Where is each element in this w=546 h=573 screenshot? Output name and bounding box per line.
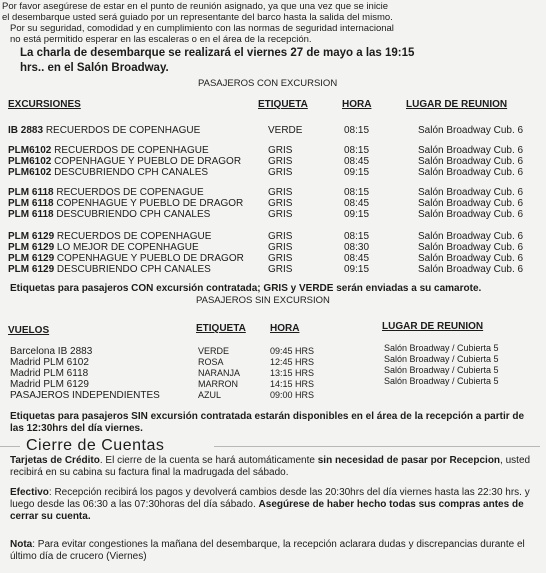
- excursion-tag: GRIS: [268, 167, 293, 178]
- intro-line-4: no está permitido esperar en las escaleras o en el área de la recepción.: [10, 34, 312, 45]
- excursion-time: 08:15: [344, 187, 370, 198]
- flight-time: 14:15 HRS: [270, 379, 315, 389]
- excursion-time: 08:45: [344, 156, 370, 167]
- excursion-name: RECUERDOS DE COPENHAGUE: [56, 231, 212, 242]
- flight-tag: VERDE: [198, 346, 230, 356]
- tarjetas-label: Tarjetas de Crédito: [10, 455, 100, 466]
- excursion-time: 09:15: [344, 264, 370, 275]
- efectivo-label: Efectivo: [10, 487, 49, 498]
- flight-time: 12:45 HRS: [270, 357, 315, 367]
- excursion-name: RECUERDOS DE COPENHAGUE: [45, 125, 201, 136]
- excursion-tag: GRIS: [268, 253, 293, 264]
- flight-tag: AZUL: [198, 390, 222, 400]
- excursion-time: 08:45: [344, 198, 370, 209]
- excursion-cell: [8, 242, 199, 253]
- flight-place: Salón Broadway / Cubierta 5: [384, 354, 499, 364]
- header-lugar-sin: LUGAR DE REUNION: [382, 321, 484, 332]
- excursion-cell: [8, 156, 241, 167]
- nota-text: : Para evitar congestiones la mañana del desembarque, la recepción aclarara dudas y discrepancias durante el último día de crucero (Viernes): [10, 539, 525, 562]
- excursion-tag: GRIS: [268, 187, 293, 198]
- excursion-tag: VERDE: [268, 125, 303, 136]
- excursion-tag: GRIS: [268, 209, 293, 220]
- efectivo-bold: Asegúrese de haber hecho todas sus compras antes de cerrar su cuenta.: [10, 499, 524, 522]
- excursion-place: Salón Broadway Cub. 6: [418, 209, 524, 220]
- excursion-place: Salón Broadway Cub. 6: [418, 253, 524, 264]
- excursion-place: Salón Broadway Cub. 6: [418, 198, 524, 209]
- excursion-code: PLM 6129: [8, 264, 55, 275]
- flight-name: Barcelona IB 2883: [10, 346, 93, 357]
- separator-left: [0, 446, 20, 447]
- header-hora-sin: HORA: [270, 323, 300, 334]
- header-lugar: LUGAR DE REUNION: [406, 99, 508, 110]
- flight-tag: MARRON: [198, 379, 238, 389]
- header-excursiones: EXCURSIONES: [8, 99, 81, 110]
- excursion-tag: GRIS: [268, 242, 293, 253]
- separator-right: [214, 446, 540, 447]
- excursion-name: RECUERDOS DE COPENAGUE: [56, 187, 204, 198]
- nota-paragraph: [10, 539, 536, 563]
- excursion-name: COPENHAGUE Y PUEBLO DE DRAGOR: [56, 198, 244, 209]
- flight-name: PASAJEROS INDEPENDIENTES: [10, 390, 160, 401]
- excursion-place: Salón Broadway Cub. 6: [418, 125, 524, 136]
- excursion-tag: GRIS: [268, 156, 293, 167]
- excursion-code: PLM 6129: [8, 242, 55, 253]
- excursion-code: PLM6102: [8, 167, 52, 178]
- excursion-tag: GRIS: [268, 264, 293, 275]
- excursion-time: 08:15: [344, 231, 370, 242]
- excursion-time: 08:45: [344, 253, 370, 264]
- excursion-time: 08:30: [344, 242, 370, 253]
- excursion-code: PLM6102: [8, 156, 52, 167]
- excursion-cell: [8, 187, 204, 198]
- excursion-name: DESCUBRIENDO CPH CANALES: [56, 209, 211, 220]
- flight-time: 09:00 HRS: [270, 390, 315, 400]
- excursion-cell: [8, 264, 211, 275]
- intro-line-2: el desembarque usted será guiado por un representante del barco hasta la salida del mismo.: [2, 12, 393, 23]
- tarjetas-bold: sin necesidad de pasar por Recepcion: [317, 455, 501, 466]
- excursion-code: PLM 6129: [8, 253, 55, 264]
- excursion-code: PLM 6118: [8, 198, 54, 209]
- excursion-code: IB 2883: [8, 125, 44, 136]
- excursion-place: Salón Broadway Cub. 6: [418, 264, 524, 275]
- excursion-place: Salón Broadway Cub. 6: [418, 231, 524, 242]
- flight-tag: NARANJA: [198, 368, 241, 378]
- excursion-time: 08:15: [344, 145, 370, 156]
- flight-name: Madrid PLM 6102: [10, 357, 89, 368]
- flight-name: Madrid PLM 6118: [10, 368, 89, 379]
- con-excursion-note: Etiquetas para pasajeros CON excursión contratada; GRIS y VERDE serán enviadas a su camarote.: [10, 283, 482, 294]
- excursion-cell: [8, 231, 211, 242]
- excursion-code: PLM6102: [8, 145, 52, 156]
- efectivo-paragraph: [10, 487, 536, 523]
- header-etiqueta-sin: ETIQUETA: [196, 323, 246, 334]
- excursion-time: 09:15: [344, 209, 370, 220]
- excursion-code: PLM 6118: [8, 187, 54, 198]
- excursion-cell: [8, 145, 209, 156]
- excursion-name: DESCUBRIENDO CPH CANALES: [56, 264, 211, 275]
- excursion-time: 09:15: [344, 167, 370, 178]
- sin-excursion-note: Etiquetas para pasajeros SIN excursión contratada estarán disponibles en el área de la recepción a partir de las 12:30hrs del día viernes.: [10, 411, 525, 434]
- excursion-place: Salón Broadway Cub. 6: [418, 156, 524, 167]
- tarjetas-text: . El cierre de la cuenta se hará automáticamente: [99, 455, 318, 466]
- flight-tag: ROSA: [198, 357, 224, 367]
- efectivo-text: : Recepción recibirá los pagos y devolverá cambios desde las 20:30hrs del día viernes hasta las 22:30 hrs. y luego desde las 06:30 a las 07:30horas del día sábado.: [10, 487, 530, 510]
- excursion-cell: [8, 198, 243, 209]
- excursion-name: DESCUBRIENDO CPH CANALES: [54, 167, 209, 178]
- excursion-cell: [8, 125, 200, 136]
- header-hora: HORA: [342, 99, 372, 110]
- excursion-tag: GRIS: [268, 198, 293, 209]
- flight-time: 09:45 HRS: [270, 346, 315, 356]
- excursion-cell: [8, 253, 244, 264]
- flight-place: Salón Broadway / Cubierta 5: [384, 343, 499, 353]
- intro-line-3: Por su seguridad, comodidad y en cumplimiento con las normas de seguridad internacional: [10, 23, 394, 34]
- excursion-place: Salón Broadway Cub. 6: [418, 187, 524, 198]
- cierre-title: Cierre de Cuentas: [26, 437, 165, 454]
- charla-line-1: La charla de desembarque se realizará el viernes 27 de mayo a las 19:15: [20, 47, 415, 59]
- tarjetas-paragraph: [10, 455, 536, 479]
- tarjetas-rest: , usted recibirá en su cabina su factura final la madrugada del sábado.: [10, 455, 531, 478]
- header-vuelos: VUELOS: [8, 325, 50, 336]
- excursion-tag: GRIS: [268, 231, 293, 242]
- section-title-con-excursion: PASAJEROS CON EXCURSION: [198, 78, 338, 89]
- excursion-code: PLM 6129: [8, 231, 55, 242]
- charla-line-2: hrs.. en el Salón Broadway.: [20, 62, 169, 74]
- section-title-sin-excursion: PASAJEROS SIN EXCURSION: [196, 295, 330, 306]
- intro-line-1: Por favor asegúrese de estar en el punto de reunión asignado, ya que una vez que se inicie: [2, 1, 389, 12]
- flight-time: 13:15 HRS: [270, 368, 315, 378]
- nota-label: Nota: [10, 539, 33, 550]
- excursion-place: Salón Broadway Cub. 6: [418, 167, 524, 178]
- flight-name: Madrid PLM 6129: [10, 379, 89, 390]
- flight-place: Salón Broadway / Cubierta 5: [384, 376, 499, 386]
- flight-place: Salón Broadway / Cubierta 5: [384, 365, 499, 375]
- excursion-place: Salón Broadway Cub. 6: [418, 145, 524, 156]
- excursion-tag: GRIS: [268, 145, 293, 156]
- excursion-name: COPENHAGUE Y PUEBLO DE DRAGOR: [56, 253, 244, 264]
- header-etiqueta: ETIQUETA: [258, 99, 308, 110]
- excursion-place: Salón Broadway Cub. 6: [418, 242, 524, 253]
- excursion-time: 08:15: [344, 125, 370, 136]
- excursion-name: RECUERDOS DE COPENHAGUE: [54, 145, 209, 156]
- excursion-code: PLM 6118: [8, 209, 54, 220]
- excursion-cell: [8, 167, 208, 178]
- excursion-name: COPENHAGUE Y PUEBLO DE DRAGOR: [54, 156, 242, 167]
- excursion-name: LO MEJOR DE COPENHAGUE: [56, 242, 199, 253]
- excursion-cell: [8, 209, 210, 220]
